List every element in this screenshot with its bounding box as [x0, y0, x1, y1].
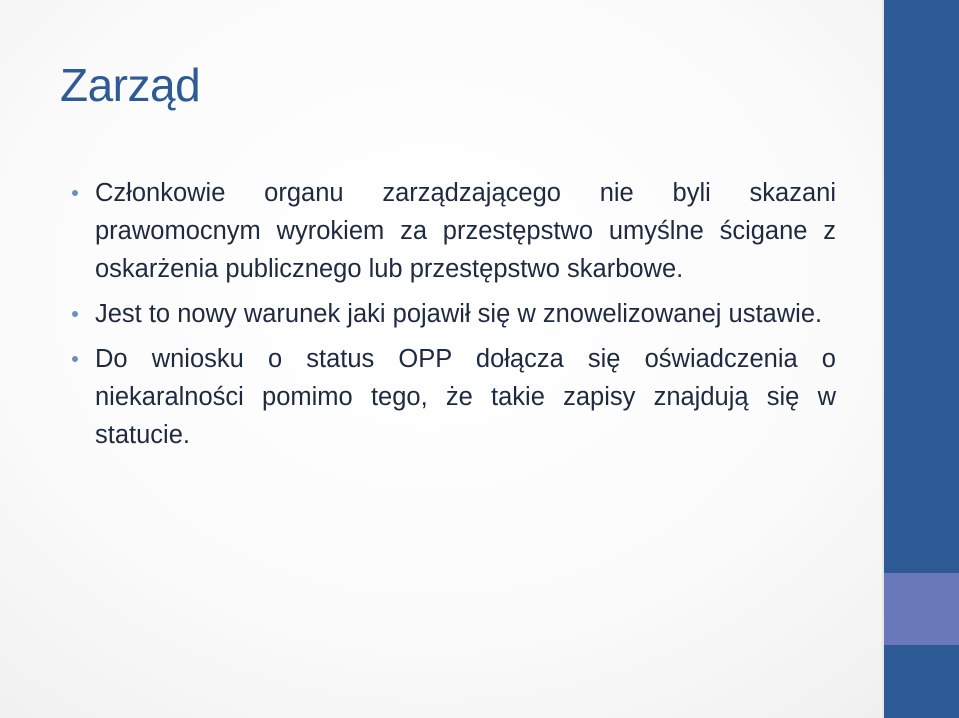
bullet-text: Jest to nowy warunek jaki pojawił się w znowelizowanej ustawie. — [95, 300, 823, 328]
bullet-dot-icon — [72, 190, 78, 196]
bullet-item — [72, 340, 836, 454]
bullet-text: Do wniosku o status OPP dołącza się oświadczenia o niekaralności pomimo tego, że takie zapisy znajdują się w statucie. — [95, 345, 836, 449]
side-bar-accent — [884, 573, 959, 645]
bullet-item — [72, 295, 836, 333]
bullet-text: Członkowie organu zarządzającego nie byli skazani prawomocnym wyrokiem za przestępstwo umyślne ścigane z oskarżenia publicznego lub przestępstwo skarbowe. — [95, 179, 836, 283]
bullet-item — [72, 174, 836, 288]
slide-title: Zarząd — [60, 59, 201, 111]
bullet-list — [72, 174, 836, 461]
bullet-dot-icon — [72, 356, 78, 362]
bullet-dot-icon — [72, 311, 78, 317]
